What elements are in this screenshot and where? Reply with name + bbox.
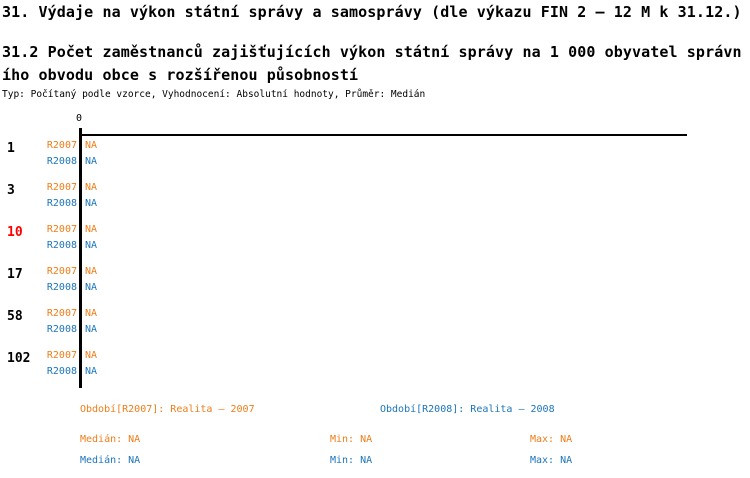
series-row-r2007: [0, 140, 400, 154]
stat-label: Min:: [330, 434, 355, 445]
series-value: NA: [85, 240, 98, 251]
chart-row-group: [0, 140, 750, 182]
series-row-r2008: [0, 156, 400, 170]
series-row-r2007: [0, 266, 400, 280]
category-label: 102: [7, 351, 31, 366]
stat-label: Max:: [530, 434, 555, 445]
category-label: 58: [7, 309, 23, 324]
series-value: NA: [85, 224, 98, 235]
series-value: NA: [85, 324, 98, 335]
series-name: R2008: [46, 324, 77, 335]
stat-median-r2007: [80, 434, 140, 445]
series-name: R2007: [46, 350, 77, 361]
stat-median-r2008: [80, 455, 140, 466]
stat-value: NA: [560, 434, 573, 445]
series-name: R2007: [46, 266, 77, 277]
category-label: 3: [7, 183, 15, 198]
series-value: NA: [85, 282, 98, 293]
stat-max-r2007: [530, 434, 572, 445]
series-name: R2008: [46, 198, 77, 209]
series-name: R2007: [46, 140, 77, 151]
series-value: NA: [85, 266, 98, 277]
series-row-r2007: [0, 350, 400, 364]
report-title: 31. Výdaje na výkon státní správy a samosprávy (dle výkazu FIN 2 – 12 M k 31.12.): [2, 3, 742, 21]
stat-label: Min:: [330, 455, 355, 466]
series-name: R2008: [46, 366, 77, 377]
chart-row-group: [0, 182, 750, 224]
chart-row-group: [0, 266, 750, 308]
legend-r2008: Období[R2008]: Realita – 2008: [380, 404, 555, 415]
indicator-meta-info: Typ: Počítaný podle vzorce, Vyhodnocení: Absolutní hodnoty, Průměr: Medián: [2, 89, 426, 100]
series-row-r2008: [0, 366, 400, 380]
series-value: NA: [85, 182, 98, 193]
series-row-r2007: [0, 224, 400, 238]
series-name: R2008: [46, 282, 77, 293]
x-axis-line: [80, 134, 687, 136]
series-row-r2008: [0, 240, 400, 254]
series-name: R2007: [46, 224, 77, 235]
stat-value: NA: [360, 434, 373, 445]
legend-r2007: Období[R2007]: Realita – 2007: [80, 404, 255, 415]
series-value: NA: [85, 140, 98, 151]
series-value: NA: [85, 308, 98, 319]
series-value: NA: [85, 366, 98, 377]
series-value: NA: [85, 156, 98, 167]
stat-value: NA: [128, 434, 141, 445]
stat-label: Max:: [530, 455, 555, 466]
category-label: 17: [7, 267, 23, 282]
series-value: NA: [85, 350, 98, 361]
series-row-r2007: [0, 182, 400, 196]
series-row-r2008: [0, 324, 400, 338]
stat-min-r2008: [330, 455, 372, 466]
stat-value: NA: [128, 455, 141, 466]
series-name: R2008: [46, 156, 77, 167]
x-axis-origin-label: 0: [76, 113, 83, 124]
category-label: 1: [7, 141, 15, 156]
subtitle-line-2: ího obvodu obce s rozšířenou působností: [2, 66, 359, 84]
chart-row-group: [0, 350, 750, 392]
series-value: NA: [85, 198, 98, 209]
stat-max-r2008: [530, 455, 572, 466]
category-label-highlighted: 10: [7, 225, 23, 240]
series-row-r2008: [0, 198, 400, 212]
chart-row-group: [0, 308, 750, 350]
chart-row-group: [0, 224, 750, 266]
stat-label: Medián:: [80, 434, 123, 445]
indicator-subtitle: [2, 41, 742, 87]
stat-value: NA: [560, 455, 573, 466]
stat-value: NA: [360, 455, 373, 466]
stat-min-r2007: [330, 434, 372, 445]
subtitle-line-1: 31.2 Počet zaměstnanců zajišťujících výkon státní správy na 1 000 obyvatel správn: [2, 43, 742, 61]
series-name: R2008: [46, 240, 77, 251]
series-name: R2007: [46, 308, 77, 319]
series-row-r2007: [0, 308, 400, 322]
stat-label: Medián:: [80, 455, 123, 466]
series-name: R2007: [46, 182, 77, 193]
series-row-r2008: [0, 282, 400, 296]
